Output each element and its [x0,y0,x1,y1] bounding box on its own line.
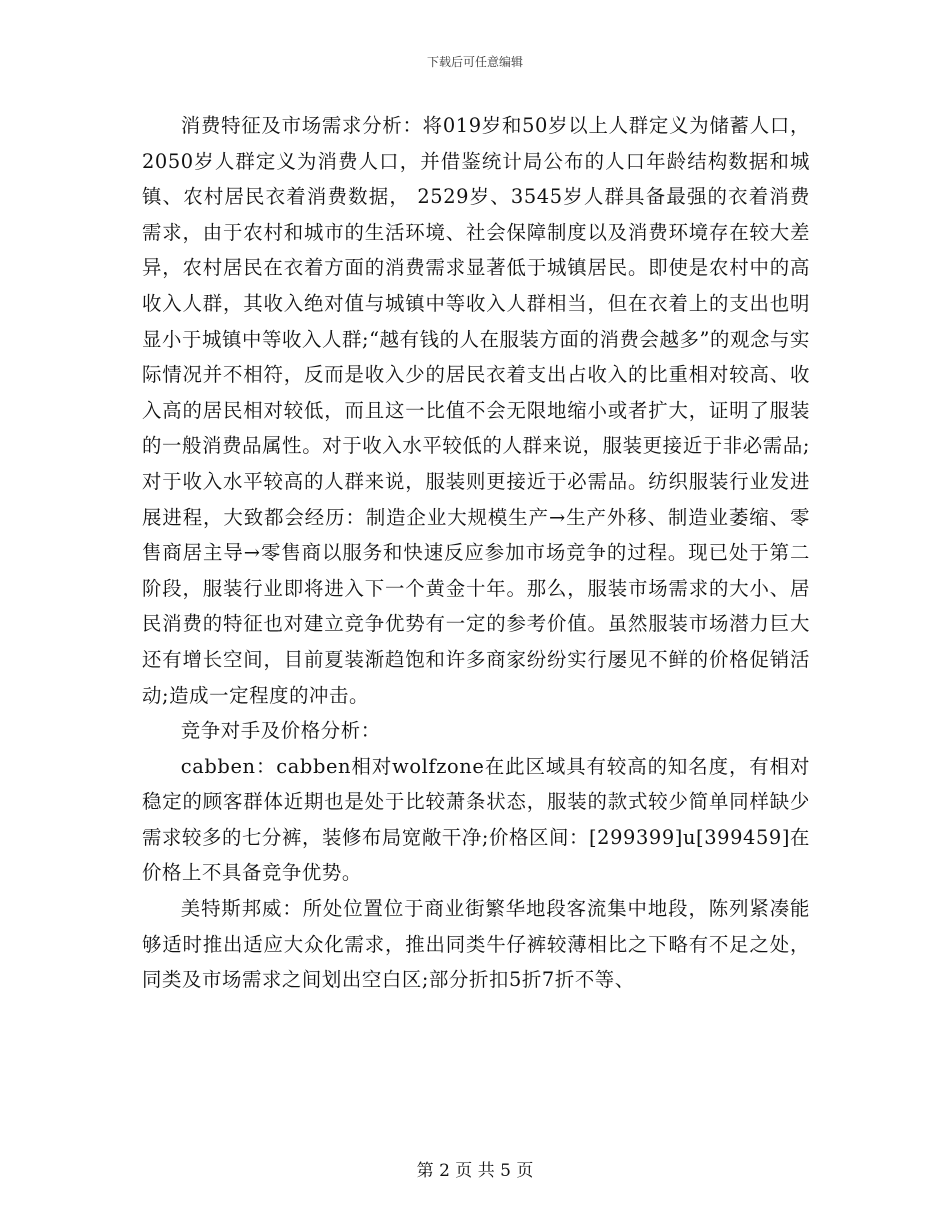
paragraph-competitor-heading: 竞争对手及价格分析： [180,719,381,743]
footer-suffix: 页 [516,1161,534,1181]
footer-prefix: 第 [416,1161,434,1181]
total-pages-number: 5 [500,1161,511,1181]
paragraph-metersbonwe: 美特斯邦威：所处位置位于商业街繁华地段客流集中地段，陈列紧凑能够适时推出适应大众化需求，推出同类牛仔裤较薄相比之下略有不足之处，同类及市场需求之间划出空白区;部分折扣5折7折不等、 [142,897,810,992]
page-header: 下载后可任意编辑 [426,55,523,69]
current-page-number: 2 [439,1161,450,1181]
document-body [142,108,810,998]
footer-middle: 页 共 [455,1161,495,1181]
page-footer [0,1156,950,1181]
paragraph-cabben: cabben：cabben相对wolfzone在此区域具有较高的知名度，有相对稳定的顾客群体近期也是处于比较萧条状态，服装的款式较少简单同样缺少需求较多的七分裤，装修布局宽敞干净;价格区间：[299399]u[399459]在价格上不具备竞争优势。 [142,754,810,885]
paragraph-consumption-analysis: 消费特征及市场需求分析：将019岁和50岁以上人群定义为储蓄人口，2050岁人群定义为消费人口，并借鉴统计局公布的人口年龄结构数据和城镇、农村居民衣着消费数据， 2529岁、3545岁人群具备最强的衣着消费需求，由于农村和城市的生活环境、社会保障制度以及消费环境存在较大差异，农村居民在衣着方面的消费需求显著低于城镇居民。即使是农村中的高收入人群，其收入绝对值与城镇中等收入人群相当，但在衣着上的支出也明显小于城镇中等收入人群;“越有钱的人在服装方面的消费会越多”的观念与实际情况并不相符，反而是收入少的居民衣着支出占收入的比重相对较高、收入高的居民相对较低，而且这一比值不会无限地缩小或者扩大，证明了服装的一般消费品属性。对于收入水平较低的人群来说，服装更接近于非必需品;对于收入水平较高的人群来说，服装则更接近于必需品。纺织服装行业发进展进程，大致都会经历：制造企业大规模生产→生产外移、制造业萎缩、零售商居主导→零售商以服务和快速反应参加市场竞争的过程。现已处于第二阶段，服装行业即将进入下一个黄金十年。那么，服装市场需求的大小、居民消费的特征也对建立竞争优势有一定的参考价值。虽然服装市场潜力巨大还有增长空间，目前夏装渐趋饱和许多商家纷纷实行屡见不鲜的价格促销活动;造成一定程度的冲击。 [142,114,810,707]
